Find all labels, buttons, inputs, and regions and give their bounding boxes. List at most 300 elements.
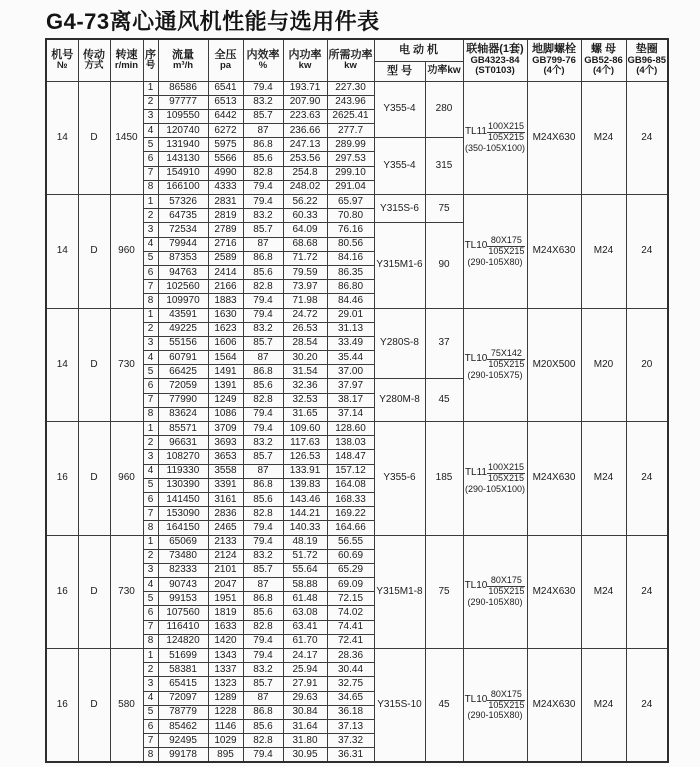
- pressure-cell: 6513: [208, 95, 243, 109]
- coupling-cell: TL11 $\frac{100X215}{105X215}$ (290-105X100): [463, 422, 527, 536]
- flow-cell: 65069: [158, 535, 208, 549]
- flow-cell: 141450: [158, 492, 208, 506]
- required-power-cell: 35.44: [327, 351, 374, 365]
- seq-cell: 4: [143, 464, 158, 478]
- coupling-cell: TL10 $\frac{80X175}{105X215}$ (290-105X80): [463, 649, 527, 763]
- col-header-nut: 螺 母 GB52-86 (4个): [581, 39, 626, 81]
- efficiency-cell: 82.8: [243, 280, 283, 294]
- drive-mode-cell: D: [78, 422, 110, 536]
- required-power-cell: 138.03: [327, 436, 374, 450]
- motor-power-cell: 45: [425, 379, 463, 422]
- efficiency-cell: 79.4: [243, 521, 283, 535]
- motor-power-cell: 45: [425, 649, 463, 763]
- power-cell: 58.88: [283, 578, 327, 592]
- efficiency-cell: 83.2: [243, 436, 283, 450]
- flow-cell: 66425: [158, 365, 208, 379]
- efficiency-cell: 82.8: [243, 734, 283, 748]
- motor-power-cell: 75: [425, 535, 463, 649]
- flow-cell: 92495: [158, 734, 208, 748]
- flow-cell: 116410: [158, 620, 208, 634]
- required-power-cell: 277.7: [327, 124, 374, 138]
- efficiency-cell: 85.7: [243, 109, 283, 123]
- motor-power-cell: 280: [425, 81, 463, 138]
- required-power-cell: 74.41: [327, 620, 374, 634]
- flow-cell: 86586: [158, 81, 208, 95]
- power-cell: 133.91: [283, 464, 327, 478]
- motor-model-cell: Y315S-10: [374, 649, 425, 763]
- pressure-cell: 1343: [208, 649, 243, 663]
- seq-cell: 1: [143, 195, 158, 209]
- flow-cell: 60791: [158, 351, 208, 365]
- seq-cell: 5: [143, 251, 158, 265]
- flow-cell: 55156: [158, 336, 208, 350]
- seq-cell: 6: [143, 492, 158, 506]
- page-title: G4-73离心通风机性能与选用件表: [46, 9, 380, 34]
- flow-cell: 77990: [158, 393, 208, 407]
- pressure-cell: 1883: [208, 294, 243, 308]
- washer-cell: 24: [626, 649, 668, 763]
- seq-cell: 1: [143, 535, 158, 549]
- required-power-cell: 37.13: [327, 719, 374, 733]
- efficiency-cell: 86.8: [243, 251, 283, 265]
- efficiency-cell: 85.6: [243, 606, 283, 620]
- flow-cell: 97777: [158, 95, 208, 109]
- motor-model-cell: Y280S-8: [374, 308, 425, 379]
- power-cell: 30.95: [283, 748, 327, 762]
- efficiency-cell: 79.4: [243, 634, 283, 648]
- power-cell: 31.80: [283, 734, 327, 748]
- col-header-power: 内功率 kw: [283, 39, 327, 81]
- anchor-bolt-cell: M24X630: [527, 195, 581, 309]
- seq-cell: 8: [143, 294, 158, 308]
- power-cell: 27.91: [283, 677, 327, 691]
- flow-cell: 131940: [158, 138, 208, 152]
- speed-cell: 730: [110, 308, 143, 422]
- efficiency-cell: 79.4: [243, 649, 283, 663]
- flow-cell: 73480: [158, 549, 208, 563]
- nut-cell: M24: [581, 195, 626, 309]
- flow-cell: 107560: [158, 606, 208, 620]
- required-power-cell: 36.31: [327, 748, 374, 762]
- efficiency-cell: 87: [243, 237, 283, 251]
- efficiency-cell: 82.8: [243, 166, 283, 180]
- pressure-cell: 2589: [208, 251, 243, 265]
- flow-cell: 83624: [158, 407, 208, 421]
- seq-cell: 6: [143, 152, 158, 166]
- seq-cell: 2: [143, 95, 158, 109]
- machine-no-cell: 14: [46, 81, 78, 195]
- pressure-cell: 1391: [208, 379, 243, 393]
- efficiency-cell: 83.2: [243, 95, 283, 109]
- required-power-cell: 148.47: [327, 450, 374, 464]
- efficiency-cell: 85.6: [243, 265, 283, 279]
- nut-cell: M24: [581, 422, 626, 536]
- speed-cell: 1450: [110, 81, 143, 195]
- pressure-cell: 3709: [208, 422, 243, 436]
- col-header-motor-power: 功率kw: [425, 61, 463, 81]
- seq-cell: 8: [143, 180, 158, 194]
- efficiency-cell: 87: [243, 691, 283, 705]
- drive-mode-cell: D: [78, 649, 110, 763]
- efficiency-cell: 85.6: [243, 379, 283, 393]
- col-header-pressure: 全压 pa: [208, 39, 243, 81]
- pressure-cell: 5975: [208, 138, 243, 152]
- seq-cell: 6: [143, 265, 158, 279]
- flow-cell: 90743: [158, 578, 208, 592]
- required-power-cell: 157.12: [327, 464, 374, 478]
- efficiency-cell: 87: [243, 124, 283, 138]
- efficiency-cell: 87: [243, 351, 283, 365]
- seq-cell: 1: [143, 649, 158, 663]
- power-cell: 32.53: [283, 393, 327, 407]
- power-cell: 61.48: [283, 592, 327, 606]
- pressure-cell: 2133: [208, 535, 243, 549]
- required-power-cell: 72.41: [327, 634, 374, 648]
- required-power-cell: 84.46: [327, 294, 374, 308]
- efficiency-cell: 85.6: [243, 492, 283, 506]
- required-power-cell: 80.56: [327, 237, 374, 251]
- washer-cell: 24: [626, 195, 668, 309]
- pressure-cell: 3653: [208, 450, 243, 464]
- flow-cell: 124820: [158, 634, 208, 648]
- anchor-bolt-cell: M20X500: [527, 308, 581, 422]
- power-cell: 236.66: [283, 124, 327, 138]
- flow-cell: 57326: [158, 195, 208, 209]
- table-body: [46, 81, 668, 762]
- efficiency-cell: 79.4: [243, 407, 283, 421]
- motor-model-cell: Y315S-6: [374, 195, 425, 223]
- flow-cell: 119330: [158, 464, 208, 478]
- pressure-cell: 1623: [208, 322, 243, 336]
- seq-cell: 3: [143, 109, 158, 123]
- efficiency-cell: 86.8: [243, 478, 283, 492]
- flow-cell: 153090: [158, 507, 208, 521]
- pressure-cell: 3693: [208, 436, 243, 450]
- seq-cell: 2: [143, 436, 158, 450]
- efficiency-cell: 85.6: [243, 719, 283, 733]
- flow-cell: 85571: [158, 422, 208, 436]
- seq-cell: 5: [143, 138, 158, 152]
- efficiency-cell: 83.2: [243, 549, 283, 563]
- efficiency-cell: 83.2: [243, 322, 283, 336]
- seq-cell: 4: [143, 351, 158, 365]
- flow-cell: 109970: [158, 294, 208, 308]
- pressure-cell: 1146: [208, 719, 243, 733]
- required-power-cell: 36.18: [327, 705, 374, 719]
- drive-mode-cell: D: [78, 535, 110, 649]
- seq-cell: 3: [143, 223, 158, 237]
- efficiency-cell: 79.4: [243, 81, 283, 95]
- power-cell: 55.64: [283, 563, 327, 577]
- efficiency-cell: 85.7: [243, 223, 283, 237]
- table-row: [46, 195, 668, 209]
- seq-cell: 8: [143, 521, 158, 535]
- flow-cell: 65415: [158, 677, 208, 691]
- power-cell: 31.65: [283, 407, 327, 421]
- pressure-cell: 2101: [208, 563, 243, 577]
- power-cell: 25.94: [283, 663, 327, 677]
- motor-power-cell: 75: [425, 195, 463, 223]
- power-cell: 28.54: [283, 336, 327, 350]
- motor-model-cell: Y315M1-8: [374, 535, 425, 649]
- anchor-bolt-cell: M24X630: [527, 649, 581, 763]
- pressure-cell: 3558: [208, 464, 243, 478]
- power-cell: 31.64: [283, 719, 327, 733]
- efficiency-cell: 79.4: [243, 294, 283, 308]
- power-cell: 253.56: [283, 152, 327, 166]
- pressure-cell: 1249: [208, 393, 243, 407]
- required-power-cell: 227.30: [327, 81, 374, 95]
- seq-cell: 8: [143, 748, 158, 762]
- power-cell: 109.60: [283, 422, 327, 436]
- required-power-cell: 299.10: [327, 166, 374, 180]
- table-row: [46, 422, 668, 436]
- coupling-cell: TL10 $\frac{75X142}{105X215}$ (290-105X75): [463, 308, 527, 422]
- efficiency-cell: 86.8: [243, 138, 283, 152]
- efficiency-cell: 79.4: [243, 422, 283, 436]
- seq-cell: 7: [143, 166, 158, 180]
- flow-cell: 143130: [158, 152, 208, 166]
- motor-power-cell: 185: [425, 422, 463, 536]
- power-cell: 207.90: [283, 95, 327, 109]
- efficiency-cell: 86.8: [243, 592, 283, 606]
- seq-cell: 5: [143, 592, 158, 606]
- table-row: [46, 649, 668, 663]
- required-power-cell: 76.16: [327, 223, 374, 237]
- efficiency-cell: 82.8: [243, 620, 283, 634]
- required-power-cell: 2625.41: [327, 109, 374, 123]
- seq-cell: 4: [143, 578, 158, 592]
- power-cell: 48.19: [283, 535, 327, 549]
- col-header-flow: 流量 m³/h: [158, 39, 208, 81]
- efficiency-cell: 82.8: [243, 507, 283, 521]
- pressure-cell: 2047: [208, 578, 243, 592]
- pressure-cell: 5566: [208, 152, 243, 166]
- required-power-cell: 30.44: [327, 663, 374, 677]
- required-power-cell: 86.35: [327, 265, 374, 279]
- flow-cell: 72534: [158, 223, 208, 237]
- seq-cell: 3: [143, 563, 158, 577]
- power-cell: 71.72: [283, 251, 327, 265]
- machine-no-cell: 14: [46, 195, 78, 309]
- pressure-cell: 1606: [208, 336, 243, 350]
- coupling-cell: TL10 $\frac{80X175}{105X215}$ (290-105X80): [463, 195, 527, 309]
- power-cell: 126.53: [283, 450, 327, 464]
- pressure-cell: 1630: [208, 308, 243, 322]
- power-cell: 144.21: [283, 507, 327, 521]
- seq-cell: 8: [143, 407, 158, 421]
- spec-table: [45, 38, 669, 763]
- required-power-cell: 297.53: [327, 152, 374, 166]
- power-cell: 73.97: [283, 280, 327, 294]
- required-power-cell: 28.36: [327, 649, 374, 663]
- pressure-cell: 1289: [208, 691, 243, 705]
- power-cell: 79.59: [283, 265, 327, 279]
- motor-model-cell: Y280M-8: [374, 379, 425, 422]
- power-cell: 254.8: [283, 166, 327, 180]
- flow-cell: 49225: [158, 322, 208, 336]
- table-row: [46, 535, 668, 549]
- pressure-cell: 2789: [208, 223, 243, 237]
- pressure-cell: 6272: [208, 124, 243, 138]
- col-header-coupling: 联轴器(1套) GB4323-84 (ST0103): [463, 39, 527, 81]
- col-header-motor-model: 型 号: [374, 61, 425, 81]
- power-cell: 143.46: [283, 492, 327, 506]
- pressure-cell: 3161: [208, 492, 243, 506]
- motor-model-cell: Y355-4: [374, 81, 425, 138]
- required-power-cell: 65.97: [327, 195, 374, 209]
- anchor-bolt-cell: M24X630: [527, 535, 581, 649]
- washer-cell: 24: [626, 81, 668, 195]
- pressure-cell: 4333: [208, 180, 243, 194]
- motor-power-cell: 315: [425, 138, 463, 195]
- seq-cell: 8: [143, 634, 158, 648]
- flow-cell: 72097: [158, 691, 208, 705]
- power-cell: 68.68: [283, 237, 327, 251]
- speed-cell: 580: [110, 649, 143, 763]
- required-power-cell: 289.99: [327, 138, 374, 152]
- pressure-cell: 1228: [208, 705, 243, 719]
- anchor-bolt-cell: M24X630: [527, 422, 581, 536]
- pressure-cell: 1323: [208, 677, 243, 691]
- flow-cell: 72059: [158, 379, 208, 393]
- power-cell: 247.13: [283, 138, 327, 152]
- nut-cell: M24: [581, 535, 626, 649]
- washer-cell: 24: [626, 422, 668, 536]
- pressure-cell: 2831: [208, 195, 243, 209]
- seq-cell: 1: [143, 81, 158, 95]
- seq-cell: 3: [143, 677, 158, 691]
- pressure-cell: 3391: [208, 478, 243, 492]
- motor-power-cell: 37: [425, 308, 463, 379]
- required-power-cell: 37.00: [327, 365, 374, 379]
- flow-cell: 109550: [158, 109, 208, 123]
- pressure-cell: 1337: [208, 663, 243, 677]
- nut-cell: M20: [581, 308, 626, 422]
- machine-no-cell: 14: [46, 308, 78, 422]
- pressure-cell: 2124: [208, 549, 243, 563]
- table-header: [46, 39, 668, 81]
- seq-cell: 4: [143, 691, 158, 705]
- efficiency-cell: 87: [243, 578, 283, 592]
- seq-cell: 2: [143, 549, 158, 563]
- flow-cell: 154910: [158, 166, 208, 180]
- flow-cell: 130390: [158, 478, 208, 492]
- seq-cell: 1: [143, 308, 158, 322]
- required-power-cell: 37.14: [327, 407, 374, 421]
- flow-cell: 43591: [158, 308, 208, 322]
- required-power-cell: 74.02: [327, 606, 374, 620]
- col-header-washer: 垫圈 GB96-85 (4个): [626, 39, 668, 81]
- required-power-cell: 37.97: [327, 379, 374, 393]
- motor-model-cell: Y355-6: [374, 422, 425, 536]
- pressure-cell: 4990: [208, 166, 243, 180]
- seq-cell: 5: [143, 478, 158, 492]
- required-power-cell: 86.80: [327, 280, 374, 294]
- flow-cell: 99153: [158, 592, 208, 606]
- power-cell: 64.09: [283, 223, 327, 237]
- power-cell: 117.63: [283, 436, 327, 450]
- power-cell: 63.41: [283, 620, 327, 634]
- machine-no-cell: 16: [46, 422, 78, 536]
- seq-cell: 2: [143, 322, 158, 336]
- col-header-efficiency: 内效率 %: [243, 39, 283, 81]
- efficiency-cell: 79.4: [243, 535, 283, 549]
- flow-cell: 96631: [158, 436, 208, 450]
- seq-cell: 2: [143, 663, 158, 677]
- power-cell: 24.17: [283, 649, 327, 663]
- efficiency-cell: 85.7: [243, 677, 283, 691]
- required-power-cell: 32.75: [327, 677, 374, 691]
- required-power-cell: 56.55: [327, 535, 374, 549]
- machine-no-cell: 16: [46, 649, 78, 763]
- seq-cell: 7: [143, 507, 158, 521]
- required-power-cell: 69.09: [327, 578, 374, 592]
- required-power-cell: 243.96: [327, 95, 374, 109]
- efficiency-cell: 79.4: [243, 180, 283, 194]
- machine-no-cell: 16: [46, 535, 78, 649]
- pressure-cell: 1564: [208, 351, 243, 365]
- seq-cell: 7: [143, 280, 158, 294]
- pressure-cell: 1086: [208, 407, 243, 421]
- seq-cell: 3: [143, 450, 158, 464]
- required-power-cell: 164.08: [327, 478, 374, 492]
- flow-cell: 85462: [158, 719, 208, 733]
- motor-power-cell: 90: [425, 223, 463, 308]
- seq-cell: 7: [143, 734, 158, 748]
- coupling-cell: TL10 $\frac{80X175}{105X215}$ (290-105X80): [463, 535, 527, 649]
- seq-cell: 6: [143, 606, 158, 620]
- efficiency-cell: 86.8: [243, 705, 283, 719]
- table-row: [46, 308, 668, 322]
- washer-cell: 20: [626, 308, 668, 422]
- pressure-cell: 2836: [208, 507, 243, 521]
- flow-cell: 78779: [158, 705, 208, 719]
- power-cell: 26.53: [283, 322, 327, 336]
- pressure-cell: 2465: [208, 521, 243, 535]
- seq-cell: 7: [143, 393, 158, 407]
- pressure-cell: 1951: [208, 592, 243, 606]
- pressure-cell: 2716: [208, 237, 243, 251]
- motor-model-cell: Y315M1-6: [374, 223, 425, 308]
- motor-model-cell: Y355-4: [374, 138, 425, 195]
- washer-cell: 24: [626, 535, 668, 649]
- flow-cell: 51699: [158, 649, 208, 663]
- power-cell: 29.63: [283, 691, 327, 705]
- power-cell: 32.36: [283, 379, 327, 393]
- efficiency-cell: 82.8: [243, 393, 283, 407]
- pressure-cell: 895: [208, 748, 243, 762]
- col-header-anchor-bolt: 地脚螺栓 GB799-76 (4个): [527, 39, 581, 81]
- pressure-cell: 2819: [208, 209, 243, 223]
- required-power-cell: 291.04: [327, 180, 374, 194]
- power-cell: 139.83: [283, 478, 327, 492]
- speed-cell: 730: [110, 535, 143, 649]
- drive-mode-cell: D: [78, 195, 110, 309]
- efficiency-cell: 85.7: [243, 450, 283, 464]
- power-cell: 31.54: [283, 365, 327, 379]
- seq-cell: 5: [143, 365, 158, 379]
- power-cell: 30.84: [283, 705, 327, 719]
- efficiency-cell: 85.6: [243, 152, 283, 166]
- speed-cell: 960: [110, 195, 143, 309]
- required-power-cell: 72.15: [327, 592, 374, 606]
- flow-cell: 166100: [158, 180, 208, 194]
- seq-cell: 6: [143, 379, 158, 393]
- seq-cell: 4: [143, 237, 158, 251]
- required-power-cell: 33.49: [327, 336, 374, 350]
- efficiency-cell: 86.8: [243, 365, 283, 379]
